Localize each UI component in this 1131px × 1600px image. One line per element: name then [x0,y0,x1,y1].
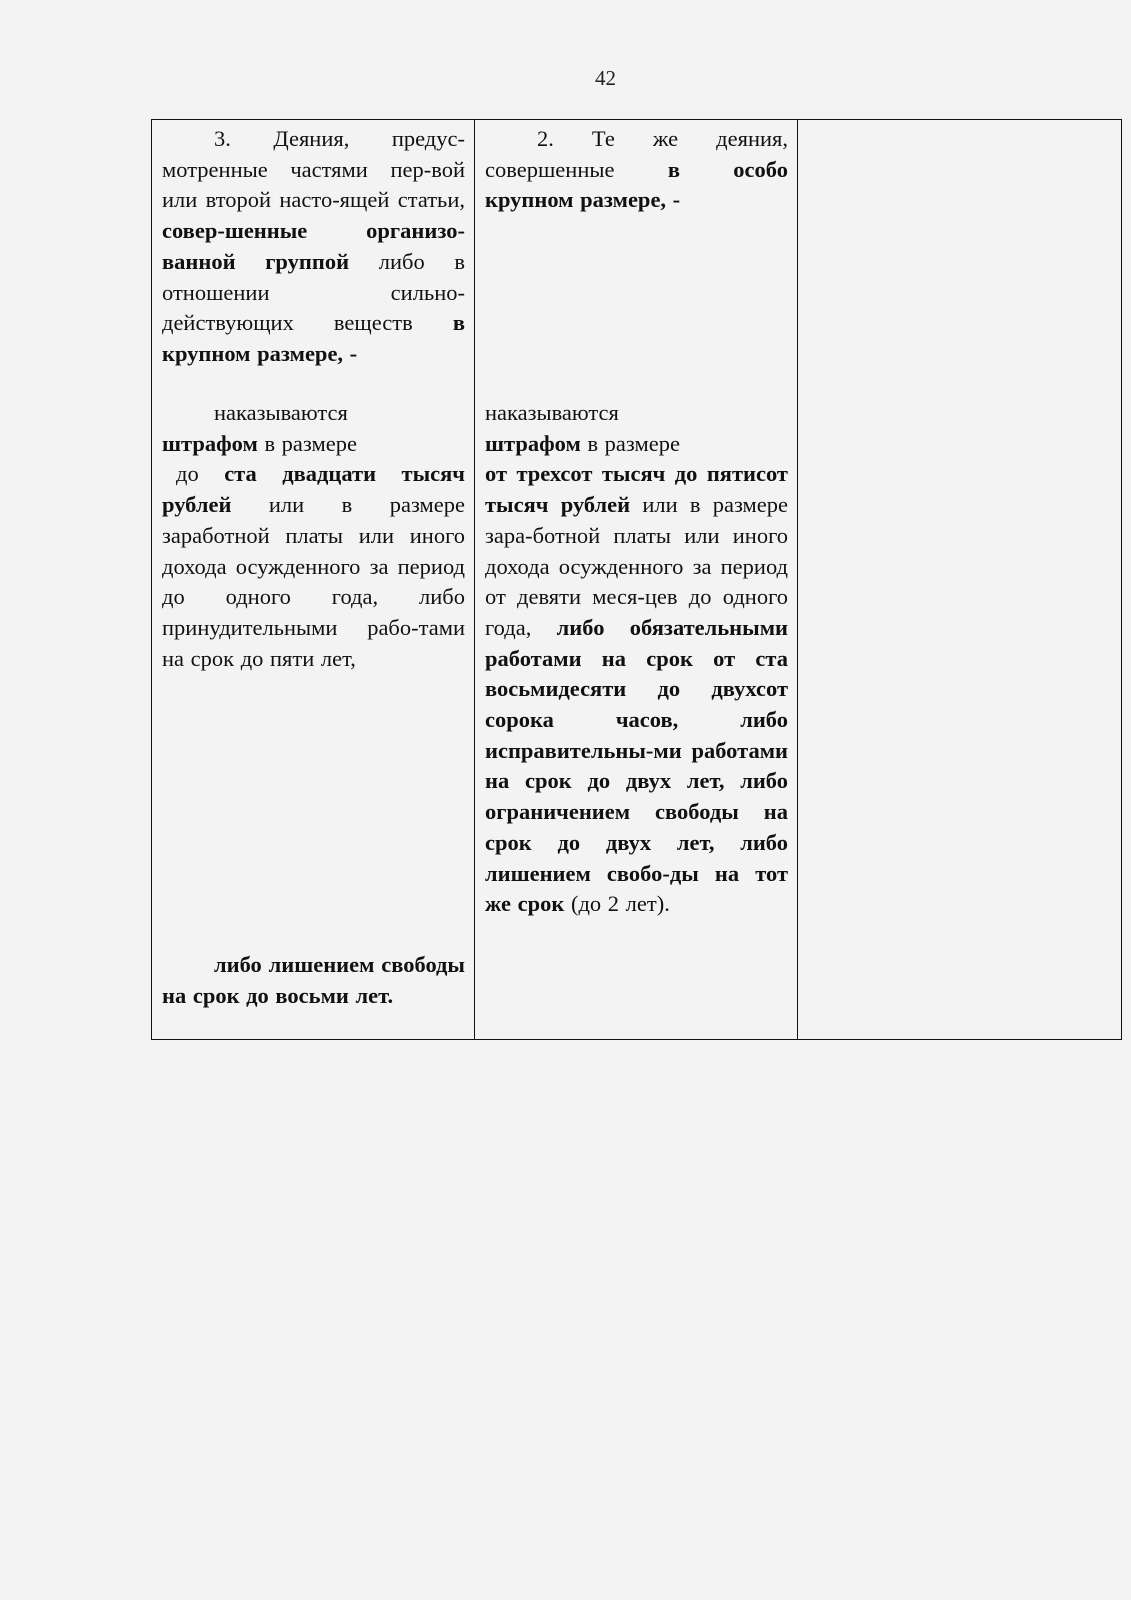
fine-size-label: в размере [264,430,357,456]
punishment-label: наказываются [214,400,348,425]
clause-text-bold: совер-шенные организо-ванной группой [162,218,465,274]
term-note: (до 2 лет). [570,891,670,917]
clause-text-bold: в крупном размере, - [162,310,465,366]
table-row [152,120,1122,1040]
fine-amount-bold: ста двадцати тысяч рублей [162,461,465,518]
fine-label-bold: штрафом [162,430,258,456]
clause-text-bold: в особо крупном размере, - [485,156,788,213]
table-cell-current-law [152,120,475,1040]
punishment-label: наказываются [485,400,619,425]
fine-text: или в размере заработной платы или иного дохода осужденного за период до одного года, либо принудительными рабо-тами на срок до пяти лет, [162,492,465,671]
page-number: 42 [595,66,616,90]
punishment-intro [485,398,788,920]
clause-3-text [162,124,465,370]
imprisonment-text [162,950,465,1011]
table-cell-empty [798,120,1122,1040]
imprisonment-bold: либо лишением свободы на срок до восьми лет. [162,952,465,1008]
clause-2-text [485,124,788,216]
clause-text: либо в отношении сильно-действующих веществ [162,248,466,336]
table-cell-proposed-law [475,120,798,1040]
punishment-intro [162,398,465,674]
fine-label-bold: штрафом [485,430,581,456]
fine-size-label: в размере [587,430,680,456]
fine-text: до [176,461,199,487]
comparison-table [151,119,1122,1040]
fine-text: или в размере зара-ботной платы или иного дохода осужденного за период от девяти меся-цев до одного года, [485,492,789,640]
clause-text: Деяния, предус-мотренные частями пер-вой или второй насто-ящей статьи, [162,126,465,213]
alternative-punishments-bold: либо обязательными работами на срок от ста восьмидесяти до двухсот сорока часов, либо исправительны-ми работами на срок до двух лет, либо ограничением свободы на срок до двух лет, либо лишением свобо-ды на тот же срок [485,614,788,917]
clause-number: 3. [214,126,231,151]
fine-amount-bold: от трехсот тысяч до пятисот тысяч рублей [485,461,788,518]
clause-text: 2. Те же деяния, совершенные [485,126,788,182]
